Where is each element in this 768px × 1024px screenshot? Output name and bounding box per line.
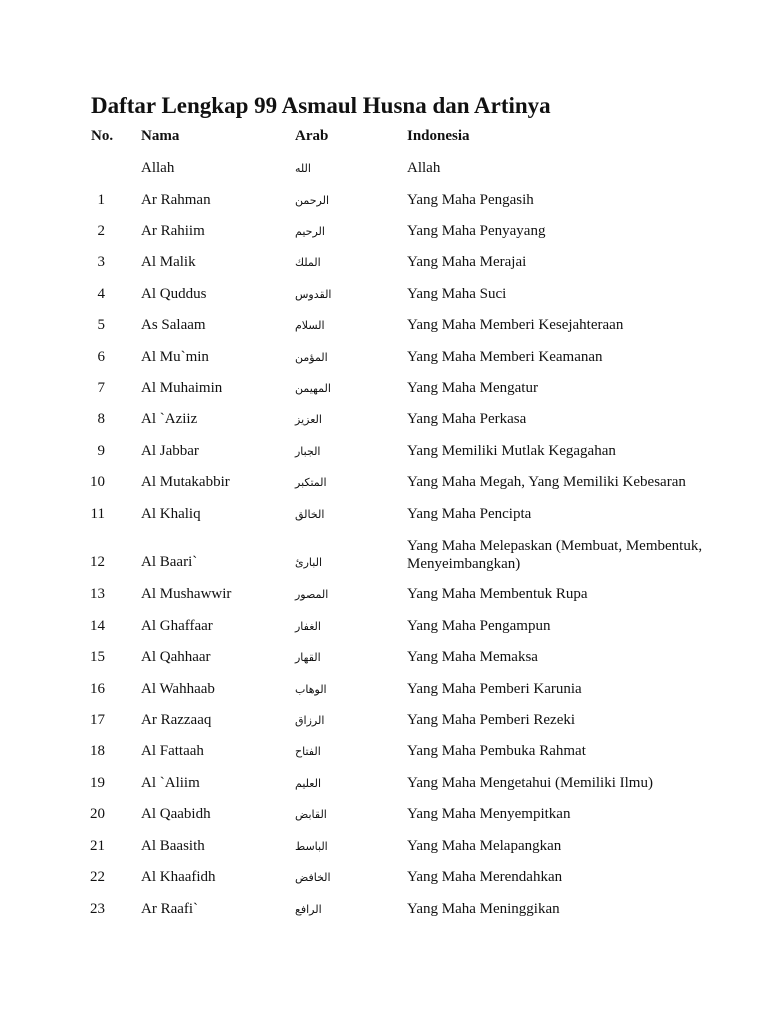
row-nama: Al Mutakabbir — [141, 474, 230, 490]
row-nama: Allah — [141, 160, 175, 176]
row-nama: Al Mu`min — [141, 349, 209, 365]
row-arab: البارئ — [295, 556, 323, 569]
row-number: 17 — [90, 712, 105, 728]
row-number: 11 — [90, 506, 105, 522]
row-number: 10 — [90, 474, 105, 490]
row-number: 1 — [97, 192, 105, 208]
row-number: 14 — [90, 618, 105, 634]
row-arab: الخالق — [295, 508, 325, 521]
row-nama: Al `Aliim — [141, 775, 200, 791]
row-arab: الرزاق — [295, 714, 325, 727]
row-indonesia: Allah — [407, 160, 441, 176]
row-nama: As Salaam — [141, 317, 206, 333]
row-arab: المتكبر — [295, 476, 327, 489]
page-title: Daftar Lengkap 99 Asmaul Husna dan Artinya — [91, 93, 551, 118]
row-nama: Al Qaabidh — [141, 806, 211, 822]
row-indonesia: Yang Maha Memberi Kesejahteraan — [407, 317, 624, 333]
row-indonesia: Yang Memiliki Mutlak Kegagahan — [407, 443, 616, 459]
row-indonesia: Yang Maha Pengampun — [407, 618, 551, 634]
row-number: 15 — [90, 649, 105, 665]
row-nama: Ar Razzaaq — [141, 712, 212, 728]
row-nama: Ar Raafi` — [141, 901, 199, 917]
row-indonesia: Yang Maha Merendahkan — [407, 869, 563, 885]
row-nama: Al Quddus — [141, 286, 207, 302]
header-nama: Nama — [141, 128, 180, 144]
row-nama: Al Fattaah — [141, 743, 204, 759]
row-indonesia: Yang Maha Memaksa — [407, 649, 538, 665]
row-indonesia: Yang Maha Melapangkan — [407, 838, 562, 854]
row-indonesia: Yang Maha Pembuka Rahmat — [407, 743, 586, 759]
row-indonesia: Yang Maha Pencipta — [407, 506, 532, 522]
header-arab: Arab — [295, 128, 329, 144]
row-nama: Al Jabbar — [141, 443, 199, 459]
row-nama: Al Muhaimin — [141, 380, 223, 396]
row-indonesia: Yang Maha Pemberi Karunia — [407, 681, 582, 697]
row-arab: السلام — [295, 319, 325, 332]
row-indonesia: Yang Maha Membentuk Rupa — [407, 586, 588, 602]
row-arab: المهيمن — [295, 382, 331, 395]
row-nama: Al Wahhaab — [141, 681, 215, 697]
row-nama: Ar Rahman — [141, 192, 211, 208]
row-number: 4 — [97, 286, 105, 302]
row-indonesia: Yang Maha Merajai — [407, 254, 527, 270]
row-nama: Al Khaafidh — [141, 869, 216, 885]
row-number: 23 — [90, 901, 105, 917]
row-number: 7 — [97, 380, 105, 396]
row-arab: الغفار — [295, 620, 321, 633]
row-arab: المؤمن — [295, 351, 328, 364]
row-nama: Al Baari` — [141, 554, 198, 570]
row-indonesia: Yang Maha Perkasa — [407, 411, 527, 427]
row-indonesia: Yang Maha Meninggikan — [407, 901, 560, 917]
row-indonesia: Yang Maha Suci — [407, 286, 507, 302]
row-nama: Al Malik — [141, 254, 196, 270]
row-arab: الجبار — [295, 445, 321, 458]
row-number: 9 — [97, 443, 105, 459]
row-number: 13 — [90, 586, 105, 602]
row-arab: العزيز — [295, 413, 322, 426]
row-number: 5 — [97, 317, 105, 333]
row-indonesia: Yang Maha Menyempitkan — [407, 806, 571, 822]
row-nama: Al Ghaffaar — [141, 618, 213, 634]
row-number: 3 — [97, 254, 105, 270]
row-nama: Ar Rahiim — [141, 223, 205, 239]
row-number: 18 — [90, 743, 105, 759]
row-arab: الخافض — [295, 871, 331, 884]
row-nama: Al Mushawwir — [141, 586, 232, 602]
row-arab: الوهاب — [295, 683, 327, 696]
row-indonesia: Yang Maha Mengatur — [407, 380, 538, 396]
row-number: 8 — [97, 411, 105, 427]
row-arab: القابض — [295, 808, 327, 821]
row-arab: القدوس — [295, 288, 332, 301]
row-indonesia: Yang Maha Memberi Keamanan — [407, 349, 603, 365]
row-indonesia: Yang Maha Pengasih — [407, 192, 534, 208]
row-nama: Al Baasith — [141, 838, 205, 854]
row-arab: العليم — [295, 777, 321, 790]
row-arab: الفتاح — [295, 745, 321, 758]
row-arab: الباسط — [295, 840, 328, 853]
row-number: 19 — [90, 775, 105, 791]
row-indonesia: Yang Maha Penyayang — [407, 223, 546, 239]
row-number: 22 — [90, 869, 105, 885]
row-number: 21 — [90, 838, 105, 854]
row-number: 2 — [97, 223, 105, 239]
row-indonesia: Yang Maha Pemberi Rezeki — [407, 712, 576, 728]
row-nama: Al Qahhaar — [141, 649, 211, 665]
row-arab: القهار — [295, 651, 321, 664]
row-indonesia: Yang Maha Melepaskan (Membuat, Membentuk, Menyeimbangkan) — [407, 538, 703, 572]
header-no: No. — [91, 128, 114, 144]
row-indonesia: Yang Maha Megah, Yang Memiliki Kebesaran — [407, 474, 686, 490]
row-arab: الملك — [295, 256, 321, 269]
row-number: 16 — [90, 681, 105, 697]
row-number: 6 — [97, 349, 105, 365]
row-indonesia: Yang Maha Mengetahui (Memiliki Ilmu) — [407, 775, 653, 791]
row-arab: الله — [295, 162, 311, 175]
row-arab: الرحيم — [295, 225, 325, 238]
row-nama: Al Khaliq — [141, 506, 201, 522]
row-nama: Al `Aziiz — [141, 411, 198, 427]
header-indonesia: Indonesia — [407, 128, 470, 144]
row-arab: المصور — [295, 588, 329, 601]
row-arab: الرحمن — [295, 194, 330, 207]
row-number: 20 — [90, 806, 105, 822]
row-number: 12 — [90, 554, 105, 570]
row-arab: الرافع — [295, 903, 322, 916]
